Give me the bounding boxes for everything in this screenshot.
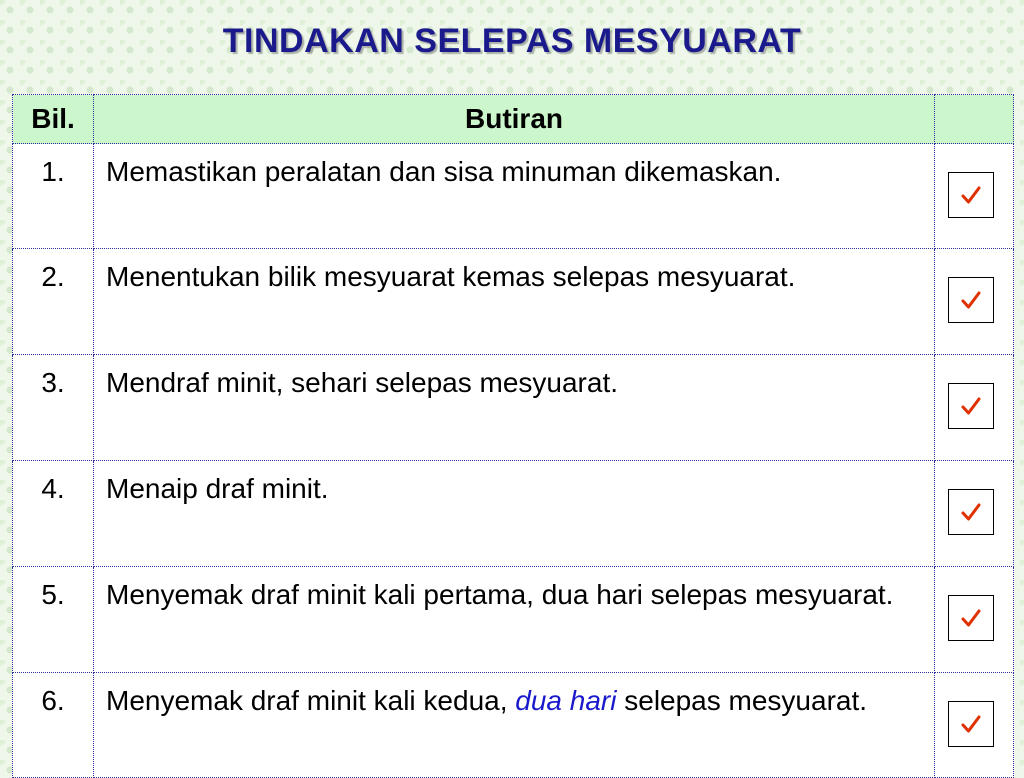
checkbox[interactable] [948, 595, 994, 641]
row-description: Menyemak draf minit kali pertama, dua hari selepas mesyuarat. [94, 567, 935, 673]
table-header-row [13, 95, 1014, 144]
row-number: 4. [13, 461, 94, 567]
row-description: Menentukan bilik mesyuarat kemas selepas mesyuarat. [94, 249, 935, 355]
row-description: Menaip draf minit. [94, 461, 935, 567]
row-status-cell [935, 461, 1014, 567]
table-row [13, 673, 1014, 778]
table-row [13, 567, 1014, 673]
header-bil: Bil. [13, 95, 94, 144]
row-number: 2. [13, 249, 94, 355]
row-number: 5. [13, 567, 94, 673]
check-icon [959, 500, 983, 524]
row-description [94, 673, 935, 778]
page-title: TINDAKAN SELEPAS MESYUARAT [222, 22, 802, 60]
checkbox[interactable] [948, 172, 994, 218]
table-row [13, 144, 1014, 249]
table-row [13, 355, 1014, 461]
checkbox[interactable] [948, 701, 994, 747]
row-description: Memastikan peralatan dan sisa minuman dikemaskan. [94, 144, 935, 249]
row-text-part: Menyemak draf minit kali kedua, [106, 685, 516, 716]
row-status-cell [935, 249, 1014, 355]
check-icon [959, 288, 983, 312]
row-text-part: selepas mesyuarat. [616, 685, 868, 716]
table-row [13, 249, 1014, 355]
row-description: Mendraf minit, sehari selepas mesyuarat. [94, 355, 935, 461]
header-status [935, 95, 1014, 144]
check-icon [959, 394, 983, 418]
checkbox[interactable] [948, 383, 994, 429]
row-number: 3. [13, 355, 94, 461]
table-row [13, 461, 1014, 567]
check-icon [959, 183, 983, 207]
check-icon [959, 712, 983, 736]
row-status-cell [935, 144, 1014, 249]
action-table [12, 94, 1014, 778]
row-text-emphasis: dua hari [515, 685, 617, 716]
row-status-cell [935, 355, 1014, 461]
checkbox[interactable] [948, 277, 994, 323]
row-number: 6. [13, 673, 94, 778]
checkbox[interactable] [948, 489, 994, 535]
header-butiran: Butiran [94, 95, 935, 144]
row-number: 1. [13, 144, 94, 249]
row-status-cell [935, 567, 1014, 673]
check-icon [959, 606, 983, 630]
row-status-cell [935, 673, 1014, 778]
